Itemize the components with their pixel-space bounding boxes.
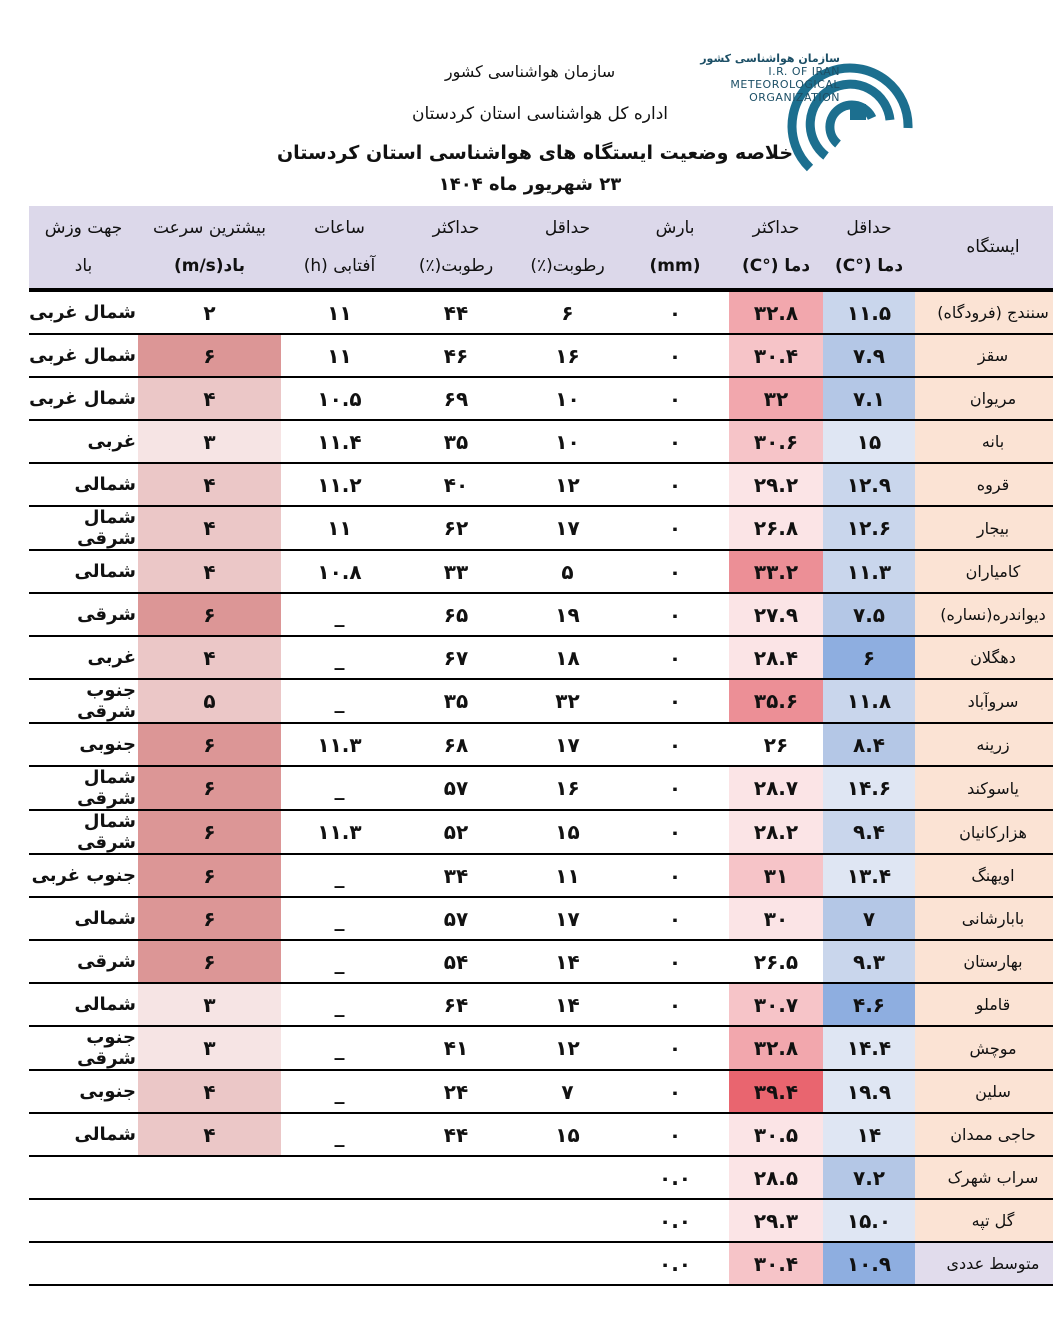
max-temp-cell: ۳۱	[729, 854, 823, 897]
max-temp-cell: ۲۶.۸	[729, 506, 823, 550]
station-cell: حاجی ممدان	[915, 1113, 1053, 1156]
max-temp-cell: ۳۲.۸	[729, 290, 823, 334]
sunshine-cell: ۱۱.۴	[281, 420, 398, 463]
wind-direction-cell: شمال غربی	[29, 290, 138, 334]
max-temp-cell: ۲۸.۷	[729, 766, 823, 810]
logo-caption-en-2: METEOROLOGICAL	[730, 78, 840, 91]
sunshine-cell: _	[281, 679, 398, 723]
humidity-min-cell: ۱۰	[514, 377, 621, 420]
sunshine-cell: ۱۱.۳	[281, 810, 398, 854]
max-wind-cell	[138, 1156, 281, 1199]
humidity-min-cell: ۳۲	[514, 679, 621, 723]
max-wind-cell: ۳	[138, 983, 281, 1026]
rain-cell: ۰	[621, 723, 729, 766]
rain-cell: ۰	[621, 636, 729, 679]
humidity-max-cell: ۵۲	[398, 810, 514, 854]
rain-cell: ۰	[621, 550, 729, 593]
table-row	[29, 723, 1053, 766]
max-wind-cell: ۳	[138, 1026, 281, 1070]
station-cell: یاسوکند	[915, 766, 1053, 810]
humidity-max-cell: ۴۰	[398, 463, 514, 506]
table-row	[29, 463, 1053, 506]
min-temp-cell: ۷	[823, 897, 915, 940]
humidity-min-cell: ۱۷	[514, 506, 621, 550]
rain-cell: ۰	[621, 897, 729, 940]
sunshine-cell: _	[281, 1026, 398, 1070]
humidity-min-cell	[514, 1156, 621, 1199]
humidity-max-cell: ۳۵	[398, 679, 514, 723]
station-cell: بهارستان	[915, 940, 1053, 983]
max-temp-cell: ۲۸.۲	[729, 810, 823, 854]
max-temp-cell: ۲۶.۵	[729, 940, 823, 983]
station-cell: بابارشانی	[915, 897, 1053, 940]
max-temp-cell: ۳۰.۴	[729, 1242, 823, 1285]
sunshine-cell: ۱۱	[281, 290, 398, 334]
min-temp-cell: ۷.۵	[823, 593, 915, 636]
wind-direction-cell: شمال غربی	[29, 334, 138, 377]
station-cell: قاملو	[915, 983, 1053, 1026]
max-wind-cell	[138, 1199, 281, 1242]
table-row	[29, 679, 1053, 723]
wind-direction-cell: غربی	[29, 636, 138, 679]
sunshine-cell: ۱۱	[281, 506, 398, 550]
humidity-max-cell: ۶۹	[398, 377, 514, 420]
min-temp-cell: ۷.۹	[823, 334, 915, 377]
table-row	[29, 983, 1053, 1026]
station-cell: بانه	[915, 420, 1053, 463]
logo-caption	[700, 52, 840, 104]
rain-cell: ۰	[621, 290, 729, 334]
max-wind-cell: ۴	[138, 636, 281, 679]
humidity-max-cell: ۴۴	[398, 1113, 514, 1156]
table-row	[29, 1242, 1053, 1285]
sunshine-cell: _	[281, 940, 398, 983]
wind-direction-cell: شمال شرقی	[29, 766, 138, 810]
max-temp-cell: ۳۲.۸	[729, 1026, 823, 1070]
wind-direction-cell: غربی	[29, 420, 138, 463]
sunshine-cell: _	[281, 854, 398, 897]
sunshine-cell: _	[281, 766, 398, 810]
rain-cell: ۰	[621, 1026, 729, 1070]
max-wind-cell: ۴	[138, 506, 281, 550]
max-temp-cell: ۳۰	[729, 897, 823, 940]
table-body	[29, 290, 1053, 1285]
max-wind-cell: ۶	[138, 593, 281, 636]
wind-direction-cell: جنوب غربی	[29, 854, 138, 897]
sunshine-cell: ۱۱	[281, 334, 398, 377]
col-header-min-temp: حداقل دما (°C)	[823, 206, 915, 290]
col-header-station: ایستگاه	[915, 206, 1053, 290]
humidity-max-cell: ۳۳	[398, 550, 514, 593]
wind-direction-cell: شمالی	[29, 463, 138, 506]
wind-direction-cell: شمال شرقی	[29, 506, 138, 550]
sunshine-cell: _	[281, 897, 398, 940]
max-temp-cell: ۳۰.۶	[729, 420, 823, 463]
table-row	[29, 420, 1053, 463]
humidity-min-cell: ۱۰	[514, 420, 621, 463]
humidity-min-cell: ۱۴	[514, 940, 621, 983]
max-temp-cell: ۳۰.۴	[729, 334, 823, 377]
wind-direction-cell: شرقی	[29, 940, 138, 983]
col-header-max-temp: حداکثر دما (°C)	[729, 206, 823, 290]
sunshine-cell	[281, 1242, 398, 1285]
humidity-min-cell: ۱۶	[514, 334, 621, 377]
sunshine-cell: ۱۰.۵	[281, 377, 398, 420]
col-header-humidity-min: حداقل رطوبت(٪)	[514, 206, 621, 290]
col-header-humidity-max: حداکثر رطوبت(٪)	[398, 206, 514, 290]
station-cell: قروه	[915, 463, 1053, 506]
sunshine-cell: _	[281, 636, 398, 679]
humidity-min-cell: ۱۴	[514, 983, 621, 1026]
humidity-min-cell: ۱۸	[514, 636, 621, 679]
report-header	[0, 0, 1053, 205]
min-temp-cell: ۱۹.۹	[823, 1070, 915, 1113]
report-date: ۲۳ شهریور ماه ۱۴۰۴	[438, 174, 622, 195]
logo-caption-en-3: ORGANIZATION	[749, 91, 840, 104]
sunshine-cell	[281, 1156, 398, 1199]
min-temp-cell: ۹.۴	[823, 810, 915, 854]
humidity-min-cell: ۱۶	[514, 766, 621, 810]
station-cell: سلین	[915, 1070, 1053, 1113]
humidity-min-cell: ۱۹	[514, 593, 621, 636]
max-temp-cell: ۲۹.۲	[729, 463, 823, 506]
min-temp-cell: ۱۵.۰	[823, 1199, 915, 1242]
rain-cell: ۰	[621, 334, 729, 377]
wind-direction-cell: شمالی	[29, 1113, 138, 1156]
max-temp-cell: ۳۹.۴	[729, 1070, 823, 1113]
max-temp-cell: ۳۳.۲	[729, 550, 823, 593]
department-name: اداره کل هواشناسی استان کردستان	[412, 104, 668, 124]
humidity-min-cell: ۱۷	[514, 723, 621, 766]
humidity-min-cell: ۱۱	[514, 854, 621, 897]
station-cell: کامیاران	[915, 550, 1053, 593]
max-wind-cell: ۶	[138, 897, 281, 940]
max-wind-cell: ۴	[138, 1113, 281, 1156]
max-temp-cell: ۳۰.۷	[729, 983, 823, 1026]
station-cell: مریوان	[915, 377, 1053, 420]
min-temp-cell: ۱۰.۹	[823, 1242, 915, 1285]
rain-cell: ۰	[621, 1070, 729, 1113]
humidity-min-cell: ۱۵	[514, 810, 621, 854]
wind-direction-cell: جنوب شرقی	[29, 1026, 138, 1070]
col-header-max-wind: بیشترین سرعت باد(m/s)	[138, 206, 281, 290]
max-wind-cell: ۳	[138, 420, 281, 463]
table-row	[29, 854, 1053, 897]
humidity-max-cell	[398, 1199, 514, 1242]
sunshine-cell: _	[281, 1070, 398, 1113]
max-temp-cell: ۳۵.۶	[729, 679, 823, 723]
humidity-max-cell: ۴۱	[398, 1026, 514, 1070]
min-temp-cell: ۸.۴	[823, 723, 915, 766]
humidity-max-cell: ۵۴	[398, 940, 514, 983]
humidity-min-cell	[514, 1199, 621, 1242]
wind-direction-cell: جنوبی	[29, 723, 138, 766]
station-cell: هزارکانیان	[915, 810, 1053, 854]
min-temp-cell: ۱۴.۶	[823, 766, 915, 810]
humidity-min-cell	[514, 1242, 621, 1285]
max-wind-cell: ۶	[138, 810, 281, 854]
min-temp-cell: ۱۲.۶	[823, 506, 915, 550]
table-header-row	[29, 206, 1053, 290]
humidity-max-cell: ۶۲	[398, 506, 514, 550]
table-row	[29, 550, 1053, 593]
max-wind-cell: ۴	[138, 550, 281, 593]
table-row	[29, 810, 1053, 854]
humidity-max-cell: ۶۴	[398, 983, 514, 1026]
rain-cell: ۰	[621, 983, 729, 1026]
station-cell: موچش	[915, 1026, 1053, 1070]
wind-direction-cell: شمالی	[29, 550, 138, 593]
humidity-min-cell: ۱۲	[514, 1026, 621, 1070]
humidity-max-cell	[398, 1242, 514, 1285]
report-title: خلاصه وضعیت ایستگاه های هواشناسی استان کردستان	[276, 142, 794, 164]
max-wind-cell: ۴	[138, 463, 281, 506]
col-header-sunshine: ساعات آفتابی (h)	[281, 206, 398, 290]
min-temp-cell: ۱۱.۳	[823, 550, 915, 593]
wind-direction-cell	[29, 1156, 138, 1199]
min-temp-cell: ۴.۶	[823, 983, 915, 1026]
max-temp-cell: ۲۷.۹	[729, 593, 823, 636]
max-temp-cell: ۲۸.۴	[729, 636, 823, 679]
humidity-max-cell: ۶۸	[398, 723, 514, 766]
table-row	[29, 593, 1053, 636]
table-row	[29, 766, 1053, 810]
min-temp-cell: ۹.۳	[823, 940, 915, 983]
wind-direction-cell	[29, 1242, 138, 1285]
col-header-wind-direction: جهت وزش باد	[29, 206, 138, 290]
station-cell: دیواندره(نساره)	[915, 593, 1053, 636]
station-cell: گل تپه	[915, 1199, 1053, 1242]
station-cell: سنندج (فرودگاه)	[915, 290, 1053, 334]
rain-cell: ۰	[621, 420, 729, 463]
rain-cell: ۰	[621, 1113, 729, 1156]
max-temp-cell: ۳۲	[729, 377, 823, 420]
humidity-max-cell: ۵۷	[398, 766, 514, 810]
min-temp-cell: ۱۱.۸	[823, 679, 915, 723]
table-row	[29, 1026, 1053, 1070]
wind-direction-cell	[29, 1199, 138, 1242]
rain-cell: ۰	[621, 593, 729, 636]
humidity-min-cell: ۱۷	[514, 897, 621, 940]
max-temp-cell: ۳۰.۵	[729, 1113, 823, 1156]
wind-direction-cell: شمالی	[29, 983, 138, 1026]
station-cell: دهگلان	[915, 636, 1053, 679]
max-temp-cell: ۲۹.۳	[729, 1199, 823, 1242]
logo-caption-fa: سازمان هواشناسی کشور	[700, 52, 840, 65]
table-row	[29, 334, 1053, 377]
humidity-max-cell: ۵۷	[398, 897, 514, 940]
min-temp-cell: ۱۵	[823, 420, 915, 463]
rain-cell: ۰	[621, 810, 729, 854]
sunshine-cell: ۱۱.۲	[281, 463, 398, 506]
wind-direction-cell: شمال شرقی	[29, 810, 138, 854]
max-wind-cell: ۶	[138, 723, 281, 766]
humidity-min-cell: ۷	[514, 1070, 621, 1113]
rain-cell: ۰.۰	[621, 1156, 729, 1199]
sunshine-cell: ۱۱.۳	[281, 723, 398, 766]
min-temp-cell: ۱۲.۹	[823, 463, 915, 506]
min-temp-cell: ۱۴	[823, 1113, 915, 1156]
humidity-max-cell: ۶۷	[398, 636, 514, 679]
max-wind-cell: ۶	[138, 854, 281, 897]
max-wind-cell: ۶	[138, 766, 281, 810]
max-wind-cell: ۴	[138, 377, 281, 420]
table-row	[29, 940, 1053, 983]
weather-stations-table	[29, 206, 1053, 1286]
rain-cell: ۰	[621, 377, 729, 420]
rain-cell: ۰	[621, 506, 729, 550]
station-cell: بیجار	[915, 506, 1053, 550]
humidity-max-cell: ۴۴	[398, 290, 514, 334]
table-row	[29, 1199, 1053, 1242]
humidity-max-cell: ۶۵	[398, 593, 514, 636]
sunshine-cell: _	[281, 983, 398, 1026]
min-temp-cell: ۱۳.۴	[823, 854, 915, 897]
wind-direction-cell: شرقی	[29, 593, 138, 636]
max-wind-cell: ۲	[138, 290, 281, 334]
table-row	[29, 290, 1053, 334]
organization-name: سازمان هواشناسی کشور	[444, 62, 616, 81]
rain-cell: ۰	[621, 940, 729, 983]
humidity-max-cell: ۴۶	[398, 334, 514, 377]
max-wind-cell: ۴	[138, 1070, 281, 1113]
rain-cell: ۰	[621, 679, 729, 723]
table-row	[29, 506, 1053, 550]
max-temp-cell: ۲۶	[729, 723, 823, 766]
station-cell: زرینه	[915, 723, 1053, 766]
humidity-max-cell: ۲۴	[398, 1070, 514, 1113]
sunshine-cell: _	[281, 1113, 398, 1156]
sunshine-cell: ۱۰.۸	[281, 550, 398, 593]
humidity-max-cell	[398, 1156, 514, 1199]
col-header-rain: بارش (mm)	[621, 206, 729, 290]
rain-cell: ۰.۰	[621, 1242, 729, 1285]
wind-direction-cell: شمال غربی	[29, 377, 138, 420]
wind-direction-cell: شمالی	[29, 897, 138, 940]
max-temp-cell: ۲۸.۵	[729, 1156, 823, 1199]
humidity-min-cell: ۵	[514, 550, 621, 593]
humidity-min-cell: ۱۵	[514, 1113, 621, 1156]
sunshine-cell	[281, 1199, 398, 1242]
table-row	[29, 636, 1053, 679]
max-wind-cell: ۶	[138, 334, 281, 377]
station-cell: سروآباد	[915, 679, 1053, 723]
sunshine-cell: _	[281, 593, 398, 636]
station-cell: اویهنگ	[915, 854, 1053, 897]
max-wind-cell: ۵	[138, 679, 281, 723]
table-row	[29, 897, 1053, 940]
rain-cell: ۰	[621, 766, 729, 810]
min-temp-cell: ۷.۱	[823, 377, 915, 420]
min-temp-cell: ۶	[823, 636, 915, 679]
min-temp-cell: ۱۱.۵	[823, 290, 915, 334]
station-cell: سراب شهرک	[915, 1156, 1053, 1199]
wind-direction-cell: جنوب شرقی	[29, 679, 138, 723]
humidity-max-cell: ۳۵	[398, 420, 514, 463]
table-row	[29, 1070, 1053, 1113]
humidity-min-cell: ۶	[514, 290, 621, 334]
max-wind-cell: ۶	[138, 940, 281, 983]
humidity-max-cell: ۳۴	[398, 854, 514, 897]
humidity-min-cell: ۱۲	[514, 463, 621, 506]
table-row	[29, 1113, 1053, 1156]
station-cell: متوسط عددی	[915, 1242, 1053, 1285]
rain-cell: ۰	[621, 854, 729, 897]
table-row	[29, 377, 1053, 420]
wind-direction-cell: جنوبی	[29, 1070, 138, 1113]
table-row	[29, 1156, 1053, 1199]
rain-cell: ۰	[621, 463, 729, 506]
rain-cell: ۰.۰	[621, 1199, 729, 1242]
max-wind-cell	[138, 1242, 281, 1285]
logo-caption-en-1: I.R. OF IRAN	[768, 65, 840, 78]
min-temp-cell: ۷.۲	[823, 1156, 915, 1199]
min-temp-cell: ۱۴.۴	[823, 1026, 915, 1070]
station-cell: سقز	[915, 334, 1053, 377]
